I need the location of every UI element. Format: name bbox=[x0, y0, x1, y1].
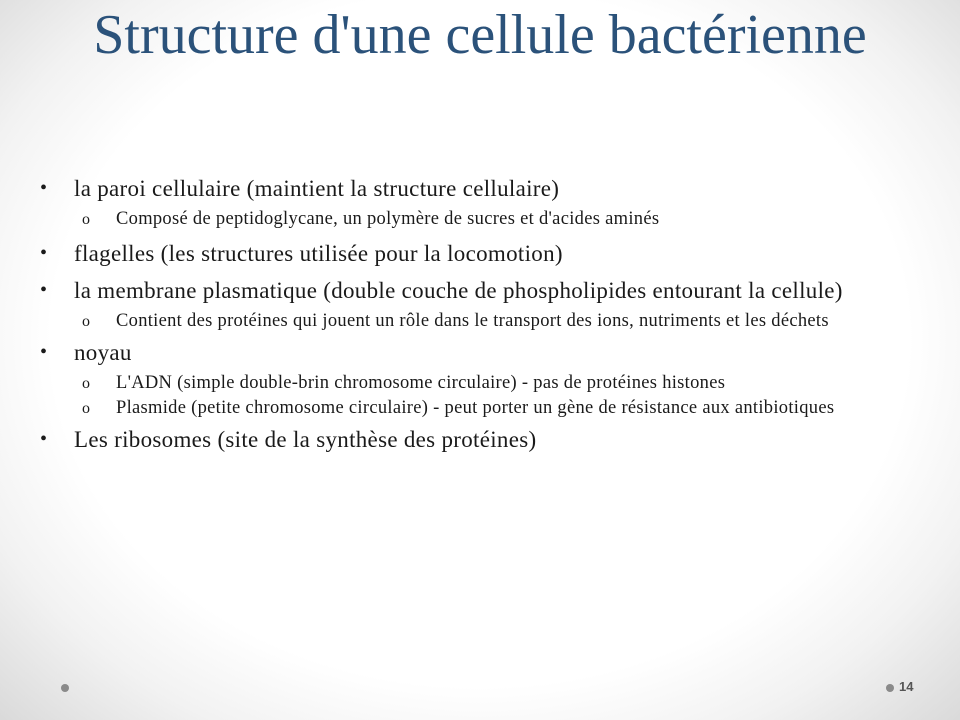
footer-left-dot bbox=[61, 684, 69, 692]
slide-title: Structure d'une cellule bactérienne bbox=[93, 4, 867, 66]
sub-bullet-marker: o bbox=[82, 400, 91, 417]
bullet-text: la paroi cellulaire (maintient la structure cellulaire) bbox=[74, 176, 560, 201]
bullet-item bbox=[0, 170, 960, 232]
bullet-marker: • bbox=[40, 242, 48, 264]
bullet-item bbox=[0, 421, 960, 458]
sub-bullet-item bbox=[0, 371, 890, 396]
bullet-text: noyau bbox=[74, 340, 132, 365]
sub-bullet-marker: o bbox=[82, 211, 91, 228]
bullet-item bbox=[0, 334, 960, 421]
bullet-marker: • bbox=[40, 177, 48, 199]
bullet-marker: • bbox=[40, 428, 48, 450]
bullet-item bbox=[0, 235, 960, 272]
sub-bullet-marker: o bbox=[82, 313, 91, 330]
sub-bullet-marker: o bbox=[82, 375, 91, 392]
sub-bullet-item bbox=[0, 207, 890, 232]
sub-bullet-text: Plasmide (petite chromosome circulaire) - peut porter un gène de résistance aux antibiotiques bbox=[116, 398, 835, 418]
page-number: 14 bbox=[899, 679, 914, 694]
sub-bullet-text: Composé de peptidoglycane, un polymère de sucres et d'acides aminés bbox=[116, 209, 660, 229]
bullet-list bbox=[0, 170, 960, 458]
bullet-text: Les ribosomes (site de la synthèse des protéines) bbox=[74, 427, 537, 452]
sub-bullet-text: L'ADN (simple double-brin chromosome circulaire) - pas de protéines histones bbox=[116, 373, 726, 393]
sub-bullet-list bbox=[74, 207, 890, 232]
bullet-item bbox=[0, 272, 960, 334]
bullet-text: la membrane plasmatique (double couche de phospholipides entourant la cellule) bbox=[74, 278, 843, 303]
sub-bullet-text: Contient des protéines qui jouent un rôle dans le transport des ions, nutriments et les déchets bbox=[116, 311, 829, 331]
bullet-marker: • bbox=[40, 341, 48, 363]
sub-bullet-list bbox=[74, 309, 890, 334]
sub-bullet-item bbox=[0, 396, 890, 421]
bullet-marker: • bbox=[40, 279, 48, 301]
footer-right-dot bbox=[886, 684, 894, 692]
bullet-text: flagelles (les structures utilisée pour la locomotion) bbox=[74, 241, 563, 266]
sub-bullet-item bbox=[0, 309, 890, 334]
sub-bullet-list bbox=[74, 371, 890, 421]
